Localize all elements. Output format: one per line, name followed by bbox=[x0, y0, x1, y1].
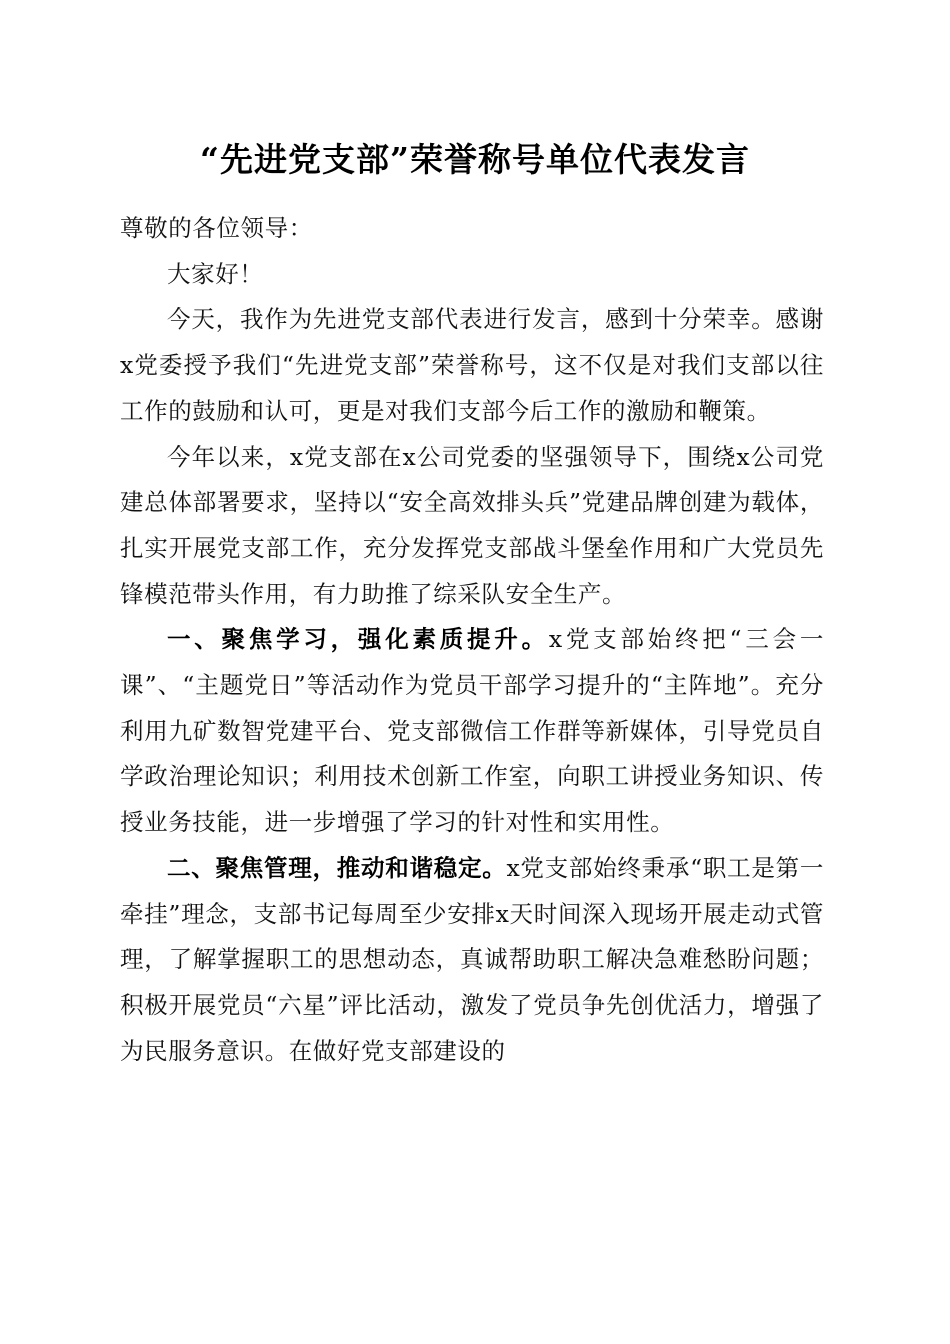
section-study-body: x党支部始终把“三会一课”、“主题党日”等活动作为党员干部学习提升的“主阵地”。充分利用九矿数智党建平台、党支部微信工作群等新媒体，引导党员自学政治理论知识；利用技术创新工作室，向职工讲授业务知识、传授业务技能，进一步增强了学习的针对性和实用性。 bbox=[120, 625, 824, 837]
section-management bbox=[120, 846, 824, 1075]
section-study-heading: 一、聚焦学习，强化素质提升。 bbox=[167, 625, 549, 654]
document-body bbox=[120, 206, 824, 1074]
section-management-heading: 二、聚焦管理，推动和谐稳定。 bbox=[167, 853, 507, 882]
greeting: 大家好！ bbox=[167, 259, 264, 288]
section-management-body: x党支部始终秉承“职工是第一牵挂”理念，支部书记每周至少安排x天时间深入现场开展走动式管理，了解掌握职工的思想动态，真诚帮助职工解决急难愁盼问题；积极开展党员“六星”评比活动，激发了党员争先创优活力，增强了为民服务意识。在做好党支部建设的 bbox=[120, 853, 824, 1065]
paragraph-overview: 今年以来，x党支部在x公司党委的坚强领导下，围绕x公司党建总体部署要求，坚持以“安全高效排头兵”党建品牌创建为载体，扎实开展党支部工作，充分发挥党支部战斗堡垒作用和广大党员先锋模范带头作用，有力助推了综采队安全生产。 bbox=[120, 442, 824, 608]
salutation: 尊敬的各位领导： bbox=[120, 214, 313, 242]
section-study bbox=[120, 617, 824, 846]
document-title: “先进党支部”荣誉称号单位代表发言 bbox=[200, 140, 750, 179]
paragraph-intro: 今天，我作为先进党支部代表进行发言，感到十分荣幸。感谢x党委授予我们“先进党支部”荣誉称号，这不仅是对我们支部以往工作的鼓励和认可，更是对我们支部今后工作的激励和鞭策。 bbox=[120, 305, 824, 425]
